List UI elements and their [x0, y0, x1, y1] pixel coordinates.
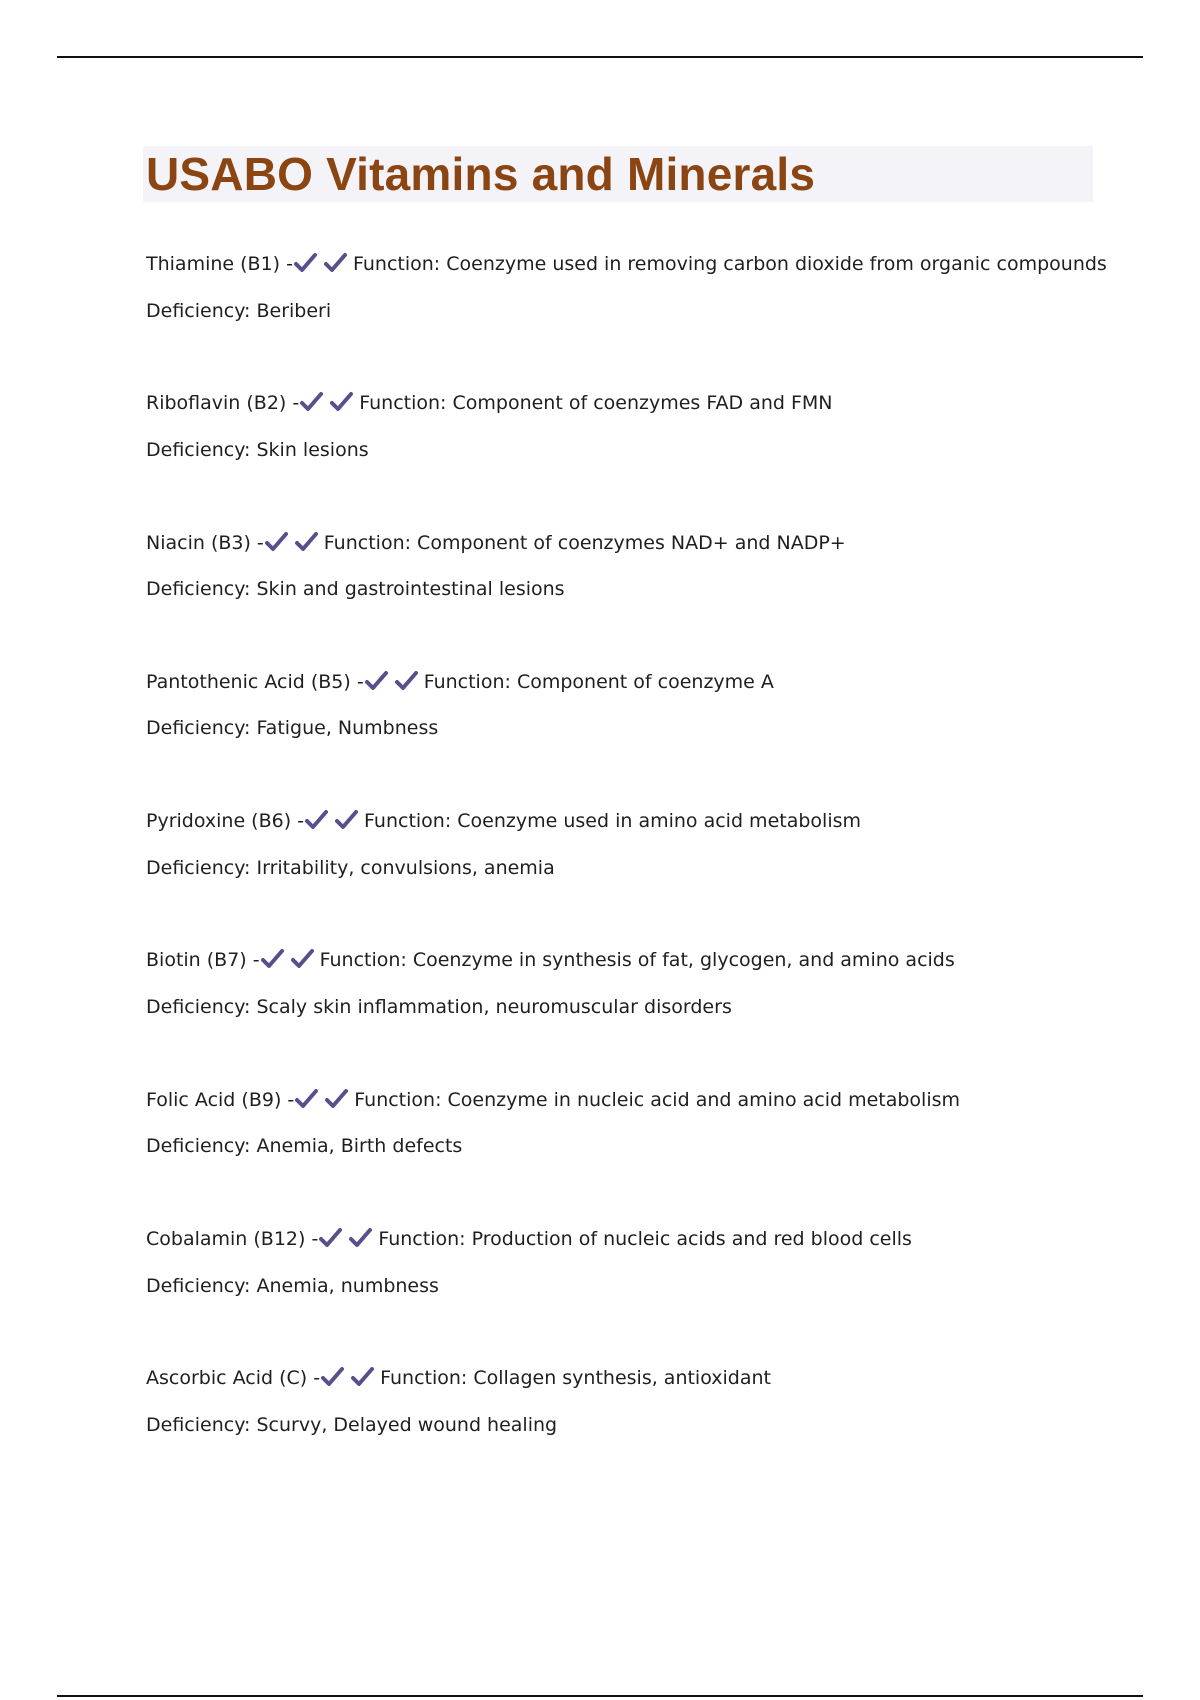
function-text: Function: Collagen synthesis, antioxidant	[380, 1367, 771, 1390]
function-text: Function: Coenzyme in synthesis of fat, glycogen, and amino acids	[319, 949, 955, 972]
deficiency-text: Deficiency: Fatigue, Numbness	[146, 717, 439, 740]
deficiency-text: Deficiency: Anemia, numbness	[146, 1274, 439, 1297]
list-item	[146, 1362, 1146, 1501]
check-mark-icon	[299, 391, 324, 413]
vitamin-name: Thiamine (B1) -	[146, 253, 293, 275]
vitamin-name: Riboflavin (B2) -	[146, 392, 300, 415]
function-text: Function: Production of nucleic acids and red blood cells	[378, 1228, 912, 1251]
function-line	[146, 944, 1146, 977]
check-mark-icon	[293, 252, 318, 274]
check-mark-icon	[290, 948, 315, 970]
vitamin-name: Niacin (B3) -	[146, 531, 264, 554]
deficiency-text: Deficiency: Irritability, convulsions, anemia	[146, 856, 555, 879]
function-line	[146, 527, 1146, 560]
function-text: Function: Coenzyme used in amino acid metabolism	[364, 810, 861, 833]
list-item	[146, 666, 1146, 805]
function-line	[146, 1362, 1146, 1395]
deficiency-text: Deficiency: Skin lesions	[146, 438, 369, 461]
check-mark-icon	[334, 809, 359, 831]
vitamin-name: Biotin (B7) -	[146, 949, 260, 972]
function-text: Function: Component of coenzymes NAD+ and NADP+	[323, 531, 846, 554]
check-mark-icon	[260, 948, 285, 970]
check-mark-icon	[324, 1088, 349, 1110]
vitamin-name: Pantothenic Acid (B5) -	[146, 670, 364, 693]
function-line	[146, 387, 1146, 420]
check-mark-icon	[348, 1227, 373, 1249]
list-item	[146, 1223, 1146, 1362]
deficiency-text: Deficiency: Scurvy, Delayed wound healing	[146, 1413, 558, 1436]
list-item	[146, 387, 1146, 526]
check-mark-icon	[318, 1227, 343, 1249]
function-line	[146, 1084, 1146, 1117]
deficiency-text: Deficiency: Anemia, Birth defects	[146, 1135, 463, 1158]
function-text: Function: Component of coenzyme A	[423, 670, 774, 693]
check-mark-icon	[364, 670, 389, 692]
list-item	[146, 944, 1146, 1083]
list-item	[146, 805, 1146, 944]
check-mark-icon	[264, 531, 289, 553]
deficiency-text: Deficiency: Skin and gastrointestinal lesions	[146, 578, 565, 601]
function-line	[146, 805, 1146, 838]
check-mark-icon	[329, 391, 354, 413]
vitamin-name: Folic Acid (B9) -	[146, 1088, 295, 1111]
function-line	[146, 248, 1146, 281]
function-line	[146, 1223, 1146, 1256]
list-item	[146, 527, 1146, 666]
check-mark-icon	[304, 809, 329, 831]
bottom-rule	[57, 1695, 1143, 1697]
check-mark-icon	[350, 1366, 375, 1388]
vitamin-name: Cobalamin (B12) -	[146, 1228, 319, 1251]
deficiency-text: Deficiency: Beriberi	[146, 299, 332, 322]
deficiency-text: Deficiency: Scaly skin inflammation, neuromuscular disorders	[146, 995, 732, 1018]
function-line	[146, 666, 1146, 699]
vitamin-name: Pyridoxine (B6) -	[146, 810, 305, 833]
check-mark-icon	[294, 1088, 319, 1110]
check-mark-icon	[320, 1366, 345, 1388]
check-mark-icon	[323, 252, 348, 274]
function-text: Function: Component of coenzymes FAD and FMN	[359, 392, 833, 415]
function-text: Function: Coenzyme in nucleic acid and amino acid metabolism	[354, 1088, 961, 1111]
function-text: Function: Coenzyme used in removing carbon dioxide from organic compounds	[352, 253, 1107, 275]
list-item	[146, 1084, 1146, 1223]
vitamin-list	[146, 248, 1146, 1502]
vitamin-name: Ascorbic Acid (C) -	[146, 1367, 321, 1390]
page-title: USABO Vitamins and Minerals	[146, 148, 816, 200]
check-mark-icon	[294, 531, 319, 553]
top-rule	[57, 56, 1143, 58]
check-mark-icon	[394, 670, 419, 692]
list-item	[146, 248, 1146, 387]
